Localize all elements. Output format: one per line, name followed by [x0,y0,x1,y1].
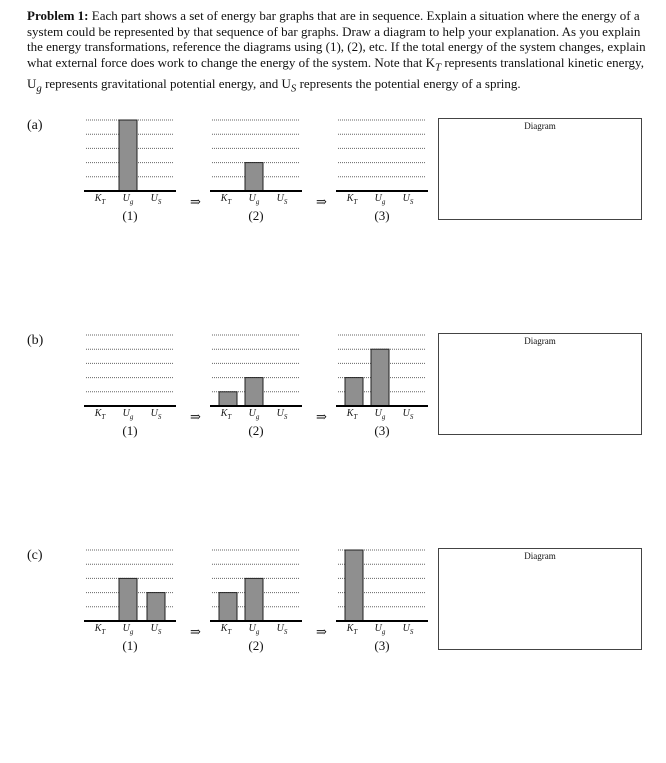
axis-label-KT: $K_T$ [220,623,232,636]
energy-bar-graph [210,118,302,223]
axis-labels [84,408,176,422]
bar-Ug [245,378,263,406]
axis-label-Ug: $U_g$ [374,408,386,421]
axis-labels [84,193,176,207]
axis-label-Ug: $U_g$ [248,408,260,421]
energy-bar-graph [336,548,428,653]
axis-label-Ug: $U_g$ [122,408,134,421]
axis-label-KT: $K_T$ [94,193,106,206]
diagram-label: Diagram [524,551,556,561]
bar-graph-svg [84,118,176,198]
graph-number: (3) [374,423,390,438]
part-label: (b) [27,333,44,348]
bar-KT [219,392,237,406]
problem-statement: Problem 1: Each part shows a set of energy bar graphs that are in sequence. Explain a situation where the energy of a system could be represented by that sequence of bar graphs. Draw a diagram to help your explanation. As you explain the energy transformations, reference the diagrams using (1), (2), etc. If the total energy of the system changes, explain what external force does work to change the energy of the system. Note that $K_T$ represents translational kinetic energy, $U_g$ represents gravitational potential energy, and $U_S$ represents the potential energy of a spring. [27,8,646,95]
bar-Ug [371,349,389,406]
sequence-arrow-icon: ⇒ [316,194,327,209]
diagram-box[interactable] [438,333,642,435]
axis-labels [336,408,428,422]
axis-label-US: $U_S$ [402,408,414,421]
problem-title: Problem 1 [27,8,85,23]
axis-labels [210,623,302,637]
sub-g: g [36,82,42,95]
energy-bar-graph [84,333,176,438]
axis-labels [210,408,302,422]
graph-number: (1) [122,638,138,653]
bar-graph-svg [336,118,428,198]
axis-labels [336,623,428,637]
bar-Ug [119,120,137,191]
sequence-arrow-icon: ⇒ [316,409,327,424]
sequence-arrow-icon: ⇒ [316,624,327,639]
part-2 [0,333,666,548]
sub-s: S [290,82,297,95]
graph-number: (2) [248,638,264,653]
bar-graph-svg [336,548,428,628]
diagram-label: Diagram [524,336,556,346]
bar-KT [345,550,363,621]
axis-label-KT: $K_T$ [220,408,232,421]
bar-Ug [119,578,137,621]
bar-graph-svg [210,333,302,413]
graph-number: (1) [122,423,138,438]
energy-bar-graph [84,548,176,653]
axis-label-US: $U_S$ [276,408,288,421]
axis-label-KT: $K_T$ [346,623,358,636]
energy-bar-graph [336,118,428,223]
bar-Ug [245,163,263,191]
problem-text-2: represents translational kinetic energy, U [27,54,644,91]
graph-number: (1) [122,208,138,223]
axis-label-KT: $K_T$ [346,193,358,206]
axis-label-Ug: $U_g$ [122,623,134,636]
axis-label-Ug: $U_g$ [248,623,260,636]
bar-graph-svg [210,548,302,628]
energy-bar-graph [336,333,428,438]
axis-labels [210,193,302,207]
graph-number: (3) [374,208,390,223]
axis-label-Ug: $U_g$ [248,193,260,206]
diagram-box[interactable] [438,548,642,650]
axis-labels [84,623,176,637]
axis-label-US: $U_S$ [150,408,162,421]
sequence-arrow-icon: ⇒ [190,194,201,209]
graph-number: (2) [248,208,264,223]
energy-bar-graph [84,118,176,223]
axis-label-Ug: $U_g$ [122,193,134,206]
energy-bar-graph [210,333,302,438]
part-label: (c) [27,548,43,563]
bar-KT [345,378,363,406]
axis-labels [336,193,428,207]
axis-label-KT: $K_T$ [346,408,358,421]
graph-number: (3) [374,638,390,653]
bar-graph-svg [336,333,428,413]
axis-label-US: $U_S$ [402,193,414,206]
part-1 [0,118,666,333]
axis-label-KT: $K_T$ [94,623,106,636]
axis-label-KT: $K_T$ [94,408,106,421]
axis-label-Ug: $U_g$ [374,193,386,206]
diagram-box[interactable] [438,118,642,220]
bar-Ug [245,578,263,621]
sequence-arrow-icon: ⇒ [190,624,201,639]
part-label: (a) [27,118,43,133]
problem-text: Each part shows a set of energy bar graphs that are in sequence. Explain a situation where the energy of a system could be represented by that sequence of bar graphs. Draw a diagram to help your explanation. As you explain the energy transformations, reference the diagrams using (1), (2), etc. If the total energy of the system changes, explain what external force does work to change the energy of the system. Note that K [27,8,646,70]
bar-US [147,593,165,621]
bar-graph-svg [210,118,302,198]
bar-graph-svg [84,548,176,628]
bar-KT [219,593,237,621]
axis-label-Ug: $U_g$ [374,623,386,636]
diagram-label: Diagram [524,121,556,131]
bar-graph-svg [84,333,176,413]
axis-label-US: $U_S$ [150,193,162,206]
axis-label-US: $U_S$ [276,623,288,636]
graph-number: (2) [248,423,264,438]
axis-label-US: $U_S$ [276,193,288,206]
sequence-arrow-icon: ⇒ [190,409,201,424]
axis-label-KT: $K_T$ [220,193,232,206]
axis-label-US: $U_S$ [402,623,414,636]
part-3 [0,548,666,763]
problem-text-3: represents gravitational potential energy, and U [41,75,291,91]
axis-label-US: $U_S$ [150,623,162,636]
sub-t: T [435,61,442,74]
energy-bar-graph [210,548,302,653]
problem-text-4: represents the potential energy of a spring. [296,75,521,91]
